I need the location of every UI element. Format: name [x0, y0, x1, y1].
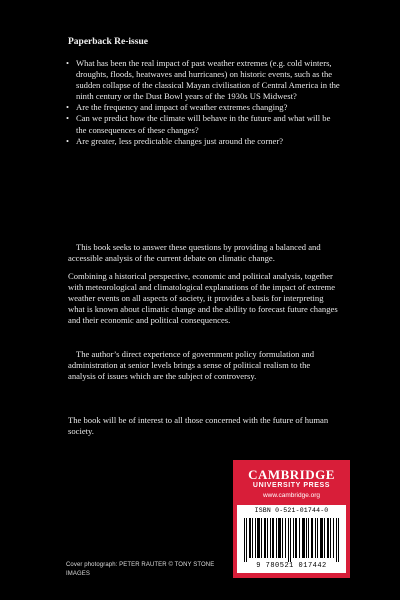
bullet-icon: •: [66, 102, 70, 113]
bullet-icon: •: [66, 58, 70, 68]
body-paragraph: This book seeks to answer these questions by providing a balanced and accessible analysis of the current debate on climatic change.: [68, 242, 321, 264]
publisher-press: UNIVERSITY PRESS: [252, 482, 331, 489]
bullet-icon: •: [66, 135, 70, 146]
list-item-text: What has been the real impact of past weather extremes (e.g. cold winters, droughts, floods, heatwaves and hurricanes) on historic events, such as the sudden collapse of the classical Mayan civilisation of Central America in the ninth century or the Dust Bowl years of the 1930s US Midwest?: [76, 58, 340, 102]
body-paragraph: Combining a historical perspective, economic and political analysis, together with meteorological and climatological explanations of the impact of extreme weather events on all aspects of society, it provides a basis for interpreting what is known about climatic change and the ability to forecast future changes and their economic and political consequences.: [68, 271, 338, 326]
publisher-url: www.cambridge.org: [262, 492, 321, 499]
list-item: [66, 58, 341, 102]
publisher-logo-block: [233, 460, 350, 578]
barcode-icon: [244, 518, 340, 562]
publisher-name: CAMBRIDGE: [248, 467, 335, 482]
body-paragraph: The book will be of interest to all those concerned with the future of human society.: [68, 415, 329, 437]
list-item-text: Are greater, less predictable changes just around the corner?: [76, 135, 284, 146]
barcode-number: 9 780521 017442: [256, 562, 327, 570]
list-item: [66, 136, 341, 147]
page-title: Paperback Re-issue: [68, 37, 148, 47]
cover-photo-credit: Cover photograph: PETER RAUTER © TONY STONE IMAGES: [66, 562, 215, 577]
list-item-text: Are the frequency and impact of weather extremes changing?: [76, 102, 288, 113]
bullet-icon: •: [66, 113, 70, 124]
isbn-label: ISBN 0-521-01744-0: [254, 507, 329, 514]
body-paragraph: The author’s direct experience of government policy formulation and administration at senior levels brings a sense of political realism to the analysis of issues which are the subject of controversy.: [68, 349, 314, 382]
barcode-panel: [237, 505, 346, 573]
list-item: [66, 102, 341, 113]
list-item: [66, 113, 341, 135]
question-list: [66, 58, 341, 147]
list-item-text: Can we predict how the climate will behave in the future and what will be the consequences of these changes?: [76, 113, 331, 135]
